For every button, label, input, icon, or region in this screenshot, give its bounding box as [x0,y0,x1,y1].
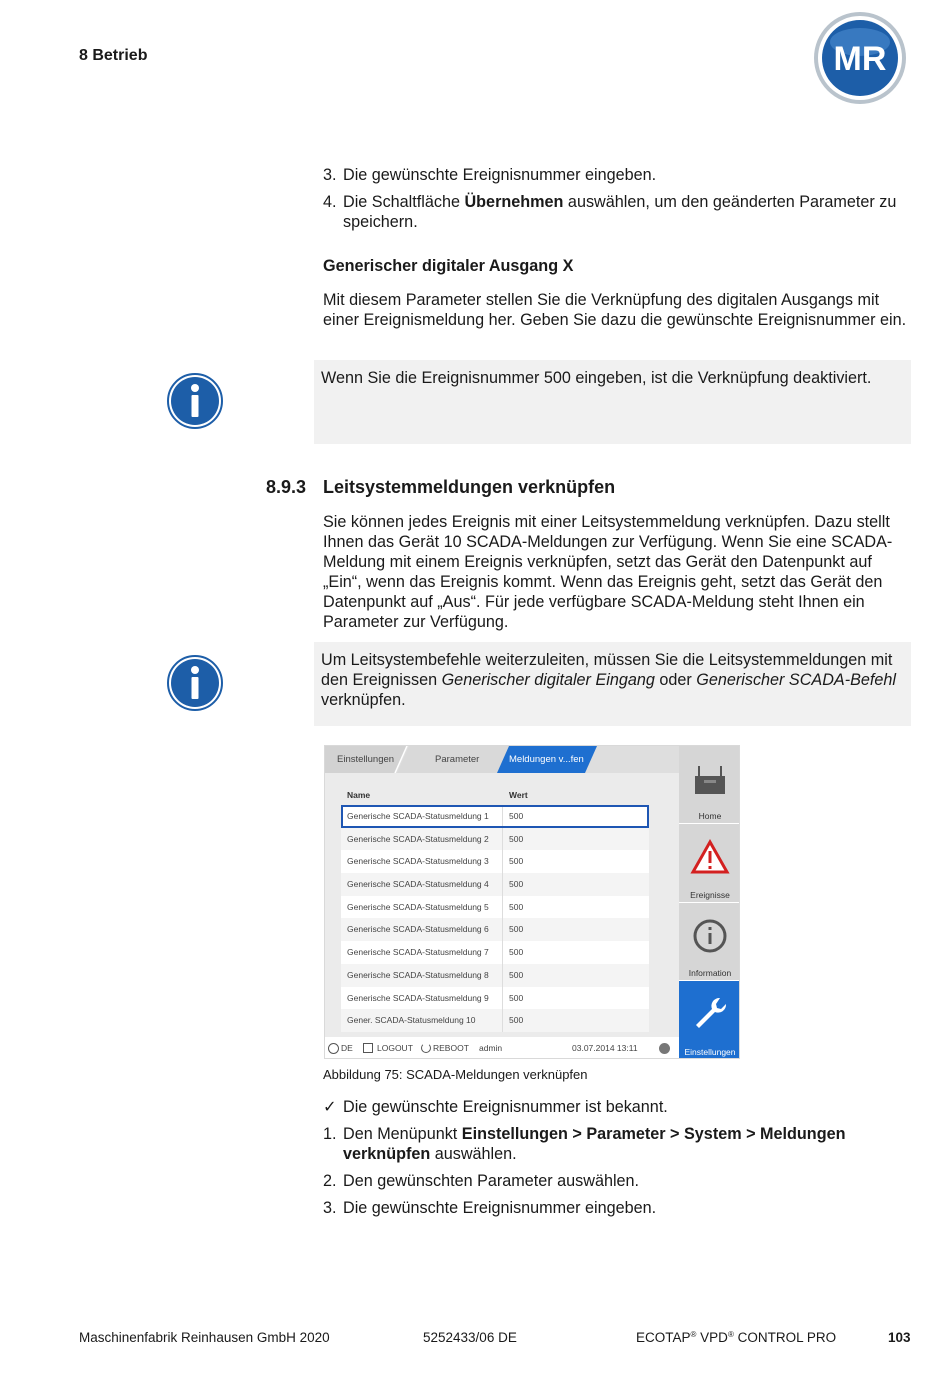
step-item [323,1124,913,1164]
row-name: Gener. SCADA-Statusmeldung 10 [341,1009,503,1032]
step-number: 3. [323,1199,337,1217]
step-text: Den gewünschten Parameter auswählen. [343,1172,640,1190]
row-name: Generische SCADA-Statusmeldung 6 [341,918,503,941]
info-text: Um Leitsystembefehle weiterzuleiten, müssen Sie die Leitsystemmeldungen mit den Ereignissen Generischer digitaler Eingang oder Generischer SCADA-Befehl verknüpfen. [321,651,896,709]
row-name: Generische SCADA-Statusmeldung 1 [341,805,503,828]
table-row[interactable] [341,873,649,896]
row-name: Generische SCADA-Statusmeldung 9 [341,987,503,1010]
row-name: Generische SCADA-Statusmeldung 4 [341,873,503,896]
tab-parameter[interactable]: Parameter [435,754,480,765]
result-item [323,1097,913,1117]
footer-product: ECOTAP® VPD® CONTROL PRO [636,1330,837,1345]
page-number: 103 [888,1330,911,1345]
row-value: 500 [509,901,524,912]
device-icon [690,758,730,798]
info-circle-icon [690,916,730,956]
menu-home[interactable] [679,746,740,824]
figure-caption: Abbildung 75: SCADA-Meldungen verknüpfen [323,1067,588,1082]
info-icon [167,655,223,711]
step-number: 1. [323,1125,337,1143]
user-name: admin [479,1043,503,1053]
step-item [323,165,913,185]
footer-company: Maschinenfabrik Reinhausen GmbH 2020 [79,1330,330,1345]
power-icon [421,1043,431,1053]
globe-icon [328,1043,339,1054]
logout-button[interactable]: LOGOUT [377,1043,413,1053]
row-value: 500 [509,879,524,890]
table-row[interactable] [341,987,649,1010]
row-name: Generische SCADA-Statusmeldung 5 [341,896,503,919]
section-paragraph: Sie können jedes Ereignis mit einer Leitsystemmeldung verknüpfen. Dazu stellt Ihnen das Gerät 10 SCADA-Meldungen zur Verfügung. Wenn Sie eine SCADA-Meldung mit einem Ereignis verknüpfen, setzt das Gerät den Datenpunkt auf „Ein“, wenn das Ereignis kommt. Wenn das Ereignis geht, setzt das Gerät den Datenpunkt auf „Aus“. Für jede verfügbare SCADA-Meldung steht Ihnen ein Parameter zur Verfügung. [323,513,893,631]
param-paragraph: Mit diesem Parameter stellen Sie die Verknüpfung des digitalen Ausgangs mit einer Ereignismeldung her. Geben Sie dazu die gewünschte Ereignisnummer ein. [323,291,907,329]
row-value: 500 [509,947,524,958]
mr-logo [812,10,908,106]
row-value: 500 [509,969,524,980]
table-row[interactable] [341,964,649,987]
table-header [341,785,649,805]
menu-label: Ereignisse [690,890,730,900]
table-row[interactable] [341,850,649,873]
logo-text: MR [833,40,887,78]
column-name: Name [347,790,371,800]
step-item [323,1171,913,1191]
datetime: 03.07.2014 13:11 [572,1043,638,1053]
main-menu [679,746,740,1059]
parameter-list [325,773,679,1037]
info-box [314,360,911,444]
step-number: 2. [323,1172,337,1190]
network-icon [659,1043,670,1054]
table-row[interactable] [341,805,649,828]
parameter-table [341,785,649,1032]
info-box [314,642,911,726]
row-value: 500 [509,833,524,844]
step-text: Die gewünschte Ereignisnummer eingeben. [343,166,657,184]
row-value: 500 [509,856,524,867]
table-row[interactable] [341,896,649,919]
reboot-button[interactable]: REBOOT [433,1043,469,1053]
row-value: 500 [509,992,524,1003]
info-text: Wenn Sie die Ereignisnummer 500 eingeben, ist die Verknüpfung deaktiviert. [321,369,872,387]
language-button[interactable]: DE [341,1043,353,1053]
row-value: 500 [509,811,524,821]
step-number: 3. [323,166,337,184]
row-name: Generische SCADA-Statusmeldung 2 [341,828,503,851]
row-value: 500 [509,924,524,935]
info-icon [167,373,223,429]
wrench-icon [690,993,730,1033]
step-text: Die gewünschte Ereignisnummer eingeben. [343,1199,657,1217]
table-row[interactable] [341,828,649,851]
tab-meldungen[interactable]: Meldungen v...fen [509,754,584,765]
breadcrumb-tabs [325,746,679,773]
steps-top [323,165,913,232]
menu-label: Einstellungen [684,1047,736,1057]
step-text: Den Menüpunkt Einstellungen > Parameter > System > Meldungen verknüpfen auswählen. [343,1125,846,1163]
table-body [341,805,649,1032]
tab-einstellungen[interactable]: Einstellungen [337,754,395,765]
warning-icon [690,838,730,878]
menu-information[interactable] [679,903,740,981]
menu-settings[interactable] [679,981,740,1059]
check-icon: ✓ [323,1098,337,1116]
menu-events[interactable] [679,824,740,903]
logout-icon [363,1043,373,1053]
table-row[interactable] [341,941,649,964]
result-text: Die gewünschte Ereignisnummer ist bekannt. [343,1098,668,1116]
row-value: 500 [509,1015,524,1026]
table-row[interactable] [341,918,649,941]
row-name: Generische SCADA-Statusmeldung 3 [341,850,503,873]
menu-label: Home [698,811,722,821]
step-text: Die Schaltfläche Übernehmen auswählen, um den geänderten Parameter zu speichern. [343,193,897,231]
status-bar [325,1037,679,1059]
step-number: 4. [323,193,337,211]
chapter-title: 8 Betrieb [79,47,148,64]
param-heading: Generischer digitaler Ausgang X [323,257,574,275]
section-title: Leitsystemmeldungen verknüpfen [323,477,616,497]
device-screenshot [324,745,740,1059]
footer-docnumber: 5252433/06 DE [423,1330,517,1345]
section-number: 8.9.3 [266,477,307,497]
table-row[interactable] [341,1009,649,1032]
step-item [323,192,913,232]
steps-bottom [323,1097,913,1218]
row-name: Generische SCADA-Statusmeldung 8 [341,964,503,987]
column-value: Wert [509,790,528,800]
row-name: Generische SCADA-Statusmeldung 7 [341,941,503,964]
menu-label: Information [688,968,732,978]
step-item [323,1198,913,1218]
